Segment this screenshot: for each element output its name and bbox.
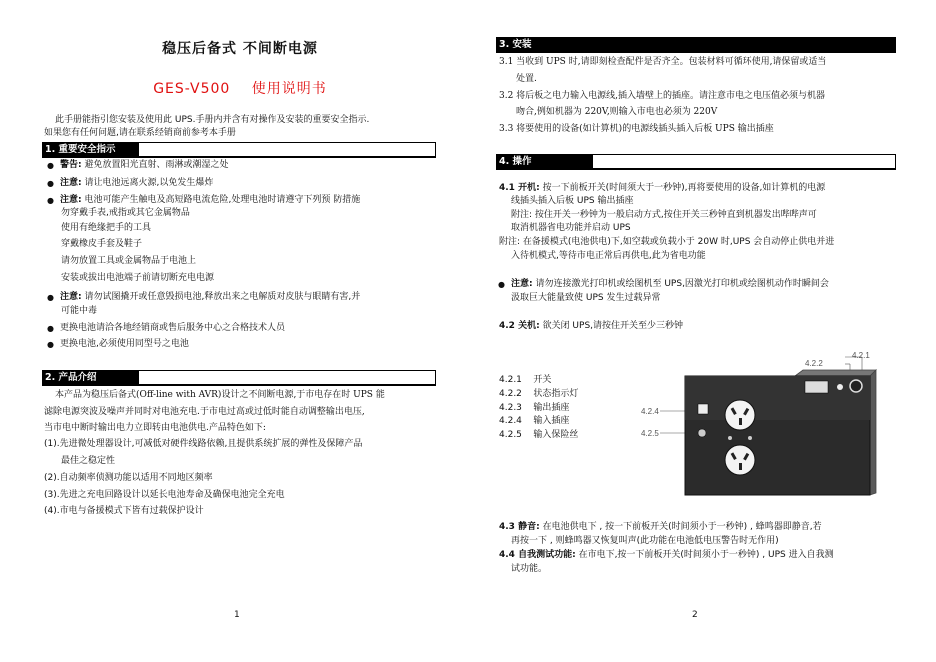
- note-item-2: ● 注意: 电池可能产生触电及高短路电流危险,处理电池时请遵守下列预 防措施: [60, 194, 360, 207]
- part-item: 4.2.1 开关: [499, 375, 552, 385]
- document-title: 稳压后备式 不间断电源: [162, 41, 318, 57]
- callout-4-2-2: 4.2.2: [805, 359, 823, 368]
- op-4-1-line: 取消机器省电功能并启动 UPS: [511, 223, 631, 233]
- page-number-left: 1: [234, 610, 240, 620]
- model-number: GES-V500: [153, 81, 231, 97]
- section-2-line: 本产品为稳压后备式(Off-line with AVR)设计之不间断电源,于市电存在时 UPS 能: [55, 390, 385, 400]
- op-4-3: 4.3 静音: 在电池供电下 , 按一下前板开关(时间须小于一秒钟) , 蜂鸣器即静音,若: [499, 522, 822, 532]
- warning-item: ● 警告: 避免放置阳光直射、雨淋或潮湿之处: [60, 159, 229, 172]
- install-line: 吻合,例如机器为 220V,则输入市电也必须为 220V: [516, 107, 718, 117]
- install-line: 3.1 当收到 UPS 时,请即刻检查配件是否齐全。包装材料可循环使用,请保留或适当: [499, 57, 827, 67]
- note-item-3: ● 注意: 请勿试图撬开或任意毁损电池,释放出来之电解质对皮肤与眼睛有害,并: [60, 291, 360, 304]
- feature-line: (3).先进之充电回路设计以延长电池寿命及确保电池完全充电: [44, 490, 285, 500]
- feature-line: (2).自动频率侦测功能以适用不同地区频率: [44, 473, 213, 483]
- op-4-2: 4.2 关机: 欲关闭 UPS,请按住开关至少三秒钟: [499, 321, 684, 331]
- fuse-holder-icon: [698, 429, 706, 437]
- op-4-1-line: 附注: 按住开关一秒钟为一般启动方式,按住开关三秒钟直到机器发出哔哔声可: [511, 210, 817, 220]
- part-item: 4.2.2 状态指示灯: [499, 389, 579, 399]
- op-note-line: 汲取巨大能量致使 UPS 发生过载异常: [511, 293, 661, 303]
- op-note: ● 注意: 请勿连接激光打印机或绘图机至 UPS,因激光打印机或绘图机动作时瞬间会: [511, 278, 829, 291]
- part-item: 4.2.3 输出插座: [499, 403, 570, 413]
- model-title: [40, 78, 440, 98]
- section-2-line: 当市电中断时输出电力立即转由电池供电.产品特色如下:: [44, 423, 266, 433]
- input-socket-icon: [698, 404, 708, 414]
- intro-line-2: 如果您有任何问题,请在联系经销商前参考本手册: [44, 128, 236, 138]
- note-2-line: 使用有绝缘把手的工具: [61, 223, 152, 233]
- callout-4-2-4: 4.2.4: [641, 407, 659, 416]
- bullet-item-4: ● 更换电池请洽各地经销商或售后服务中心之合格技术人员: [60, 322, 285, 335]
- op-4-1-line: 附注: 在备援模式(电池供电)下,如空载或负载小于 20W 时,UPS 会自动停止供电并进: [499, 237, 835, 247]
- callout-4-2-5: 4.2.5: [641, 429, 659, 438]
- note-3-line: 可能中毒: [61, 306, 98, 316]
- intro-line-1: 此手册能指引您安装及使用此 UPS.手册内并含有对操作及安装的重要安全指示.: [55, 115, 370, 125]
- feature-line: 最佳之稳定性: [61, 456, 116, 466]
- op-4-1-line: 入待机模式,等待市电正常后再供电,此为省电功能: [511, 251, 706, 261]
- manual-label: 使用说明书: [251, 81, 327, 97]
- section-1-header: 1. 重要安全指示: [42, 142, 436, 158]
- callout-4-2-1: 4.2.1: [852, 351, 870, 360]
- note-item-1: ● 注意: 请让电池远离火源,以免发生爆炸: [60, 177, 213, 190]
- op-4-3-line: 再按一下 , 则蜂鸣器又恢复叫声(此功能在电池低电压警告时无作用): [511, 536, 779, 546]
- install-line: 处置.: [516, 74, 537, 84]
- note-2-line: 请勿放置工具或金属物品于电池上: [61, 256, 197, 266]
- install-line: 3.3 将要使用的设备(如计算机)的电源线插头插入后板 UPS 输出插座: [499, 124, 774, 134]
- ups-rear-panel-figure: [640, 345, 890, 505]
- op-4-1: 4.1 开机: 按一下前板开关(时间须大于一秒钟),再将要使用的设备,如计算机的电源: [499, 183, 826, 193]
- op-4-4-line: 试功能。: [511, 564, 548, 574]
- note-2-line: 穿戴橡皮手套及鞋子: [61, 239, 143, 249]
- op-4-1-line: 线插头插入后板 UPS 输出插座: [511, 196, 634, 206]
- section-2-line: 滤除电源突波及噪声并同时对电池充电.于市电过高或过低时能自动调整输出电压,: [44, 407, 365, 417]
- output-outlet-icon: [725, 400, 755, 430]
- part-item: 4.2.5 输入保险丝: [499, 430, 579, 440]
- status-display-icon: [805, 381, 828, 393]
- bullet-item-5: ● 更换电池,必须使用同型号之电池: [60, 338, 189, 351]
- section-2-header: 2. 产品介绍: [42, 370, 436, 386]
- output-outlet-icon: [725, 445, 755, 475]
- op-4-4: 4.4 自我测试功能: 在市电下,按一下前板开关(时间须小于一秒钟) , UPS 进入自我测: [499, 550, 834, 560]
- install-line: 3.2 将后板之电力输入电源线,插入墙壁上的插座。请注意市电之电压值必须与机器: [499, 91, 826, 101]
- feature-line: (4).市电与备援模式下皆有过载保护设计: [44, 506, 204, 516]
- note-2-line: 勿穿戴手表,戒指或其它金属物品: [61, 208, 190, 218]
- feature-line: (1).先进微处理器设计,可减低对硬件线路依赖,且提供系统扩展的弹性及保障产品: [44, 439, 363, 449]
- part-item: 4.2.4 输入插座: [499, 416, 570, 426]
- power-switch-icon: [850, 380, 862, 392]
- status-led-icon: [837, 384, 843, 390]
- page-number-right: 2: [692, 610, 698, 620]
- section-4-header: 4. 操作: [496, 154, 896, 170]
- note-2-line: 安装或拔出电池端子前请切断充电电源: [61, 273, 215, 283]
- section-3-header: 3. 安装: [496, 37, 896, 53]
